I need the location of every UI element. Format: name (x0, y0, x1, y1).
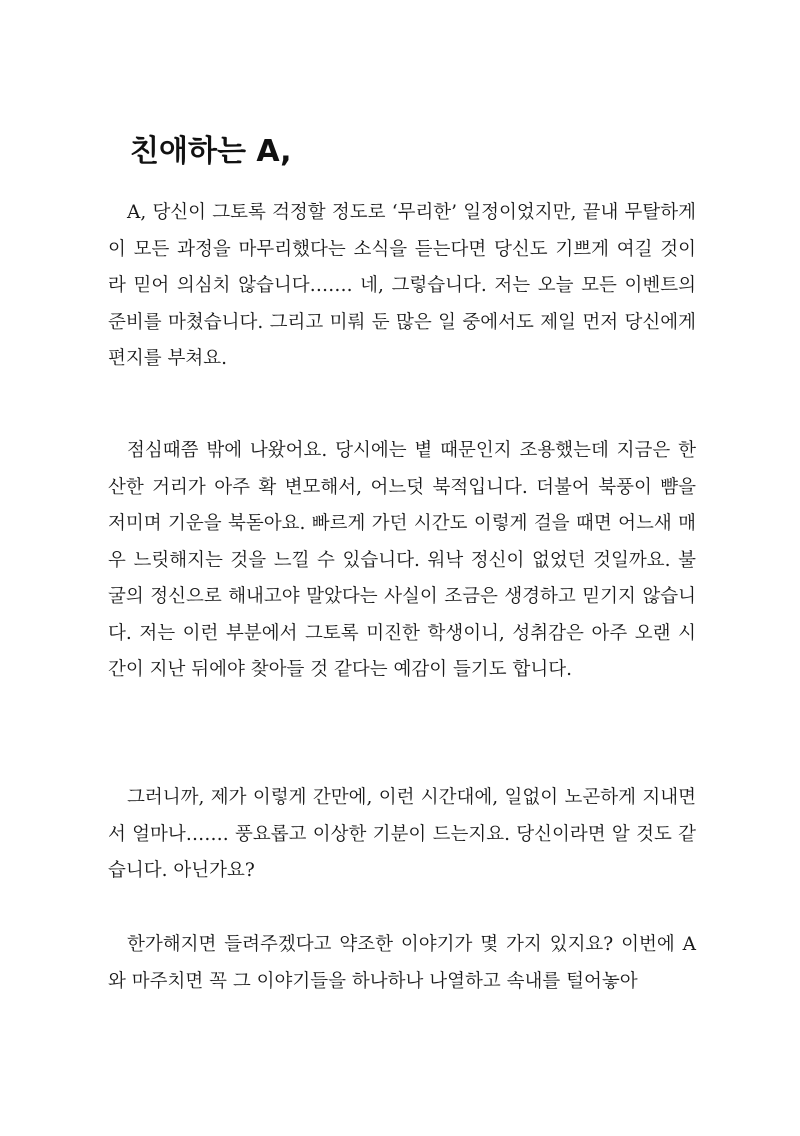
letter-paragraph: 한가해지면 들려주겠다고 약조한 이야기가 몇 가지 있지요? 이번에 A와 마주치면 꼭 그 이야기들을 하나하나 나열하고 속내를 털어놓아 (108, 934, 696, 992)
letter-paragraph-3-block (108, 780, 696, 890)
letter-paragraph: A, 당신이 그토록 걱정할 정도로 ‘무리한’ 일정이었지만, 끝내 무탈하게 이 모든 과정을 마무리했다는 소식을 듣는다면 당신도 기쁘게 여길 것이라 믿어 의심치 않습니다……. 네, 그렇습니다. 저는 오늘 모든 이벤트의 준비를 마쳤습니다. 그리고 미뤄 둔 많은 일 중에서도 제일 먼저 당신에게 편지를 부쳐요. (108, 202, 696, 369)
letter-paragraph: 그러니까, 제가 이렇게 간만에, 이런 시간대에, 일없이 노곤하게 지내면서 얼마나……. 풍요롭고 이상한 기분이 드는지요. 당신이라면 알 것도 같습니다. 아닌가요? (108, 787, 696, 881)
letter-paragraph-4-block (108, 927, 696, 1000)
letter-paragraph-2-block (108, 433, 696, 689)
letter-paragraph-1-block (108, 195, 696, 378)
letter-paragraph: 점심때쯤 밖에 나왔어요. 당시에는 볕 때문인지 조용했는데 지금은 한산한 거리가 아주 확 변모해서, 어느덧 북적입니다. 더불어 북풍이 뺨을 저미며 기운을 북돋아요. 빠르게 가던 시간도 이렇게 걸을 때면 어느새 매우 느릿해지는 것을 느낄 수 있습니다. 워낙 정신이 없었던 것일까요. 불굴의 정신으로 해내고야 말았다는 사실이 조금은 생경하고 믿기지 않습니다. 저는 이런 부분에서 그토록 미진한 학생이니, 성취감은 아주 오랜 시간이 지난 뒤에야 찾아들 것 같다는 예감이 들기도 합니다. (108, 440, 696, 680)
letter-greeting: 친애하는 A, (130, 134, 292, 169)
